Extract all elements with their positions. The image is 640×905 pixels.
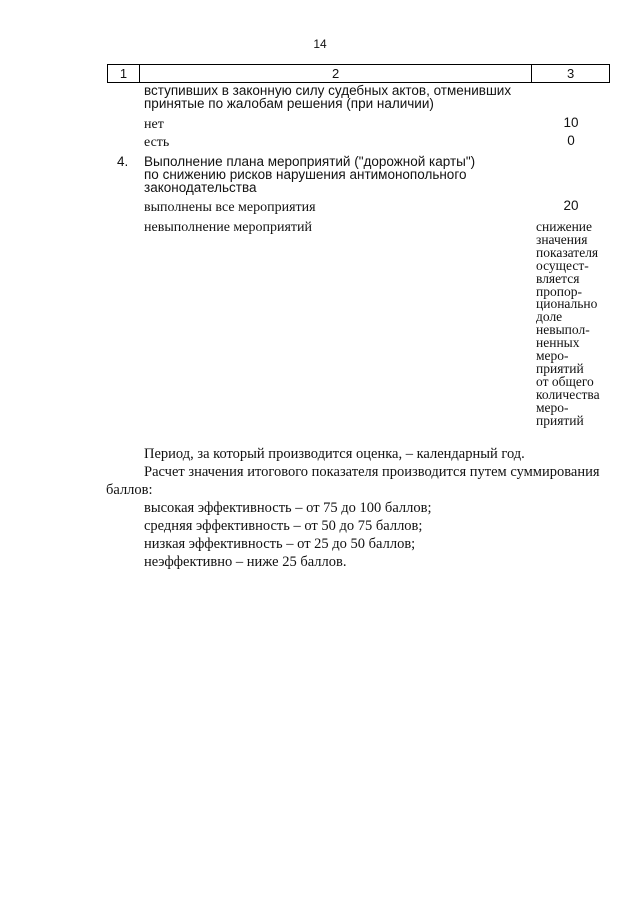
value-line: от общего (536, 373, 594, 389)
value-line: количества (536, 386, 600, 402)
row-all-done-value: 20 (563, 198, 579, 213)
level-high: высокая эффективность – от 75 до 100 баллов; (144, 500, 432, 516)
paragraph-calculation: Расчет значения итогового показателя производится путем суммирования (144, 464, 600, 480)
value-line: значения (536, 231, 588, 247)
row-not-done-value (536, 221, 600, 428)
value-line: пропор- (536, 283, 582, 299)
value-line: меро- (536, 348, 569, 364)
value-line: показателя (536, 244, 599, 260)
level-low: низкая эффективность – от 25 до 50 баллов; (144, 536, 416, 552)
row-yes-label: есть (144, 135, 170, 150)
continuation-line-2: принятые по жалобам решения (при наличии) (144, 96, 434, 111)
value-line: осущест- (536, 257, 589, 273)
level-medium: средняя эффективность – от 50 до 75 баллов; (144, 518, 423, 534)
row-no-value: 10 (563, 115, 579, 130)
value-line: ционально (536, 296, 598, 312)
row-no-label: нет (144, 117, 164, 132)
level-ineffective: неэффективно – ниже 25 баллов. (144, 554, 347, 570)
value-line: приятий (536, 360, 584, 376)
row-all-done-label: выполнены все мероприятия (144, 200, 316, 215)
value-line: вляется (536, 270, 580, 286)
value-line: меро- (536, 399, 569, 415)
value-line: снижение (536, 219, 593, 234)
item-4-line-3: законодательства (144, 180, 257, 195)
value-line: приятий (536, 412, 584, 428)
row-not-done-label: невыполнение мероприятий (144, 220, 313, 235)
item-4-line-1: Выполнение плана мероприятий ("дорожной карты") (144, 154, 476, 169)
header-col-2: 2 (139, 65, 531, 83)
value-line: доле (536, 309, 563, 325)
value-line: ненных (536, 335, 580, 351)
paragraph-calculation-cont: баллов: (106, 482, 153, 498)
header-col-1: 1 (108, 65, 140, 83)
table-header (107, 64, 610, 83)
item-4-line-2: по снижению рисков нарушения антимонопольного (144, 167, 467, 182)
paragraph-period: Период, за который производится оценка, – календарный год. (144, 446, 525, 462)
page-number: 14 (313, 37, 327, 51)
row-yes-value: 0 (567, 133, 575, 148)
item-4-number: 4. (117, 154, 129, 169)
value-line: невыпол- (536, 322, 590, 338)
continuation-line-1: вступивших в законную силу судебных актов, отменивших (144, 83, 512, 98)
header-col-3: 3 (532, 65, 610, 83)
